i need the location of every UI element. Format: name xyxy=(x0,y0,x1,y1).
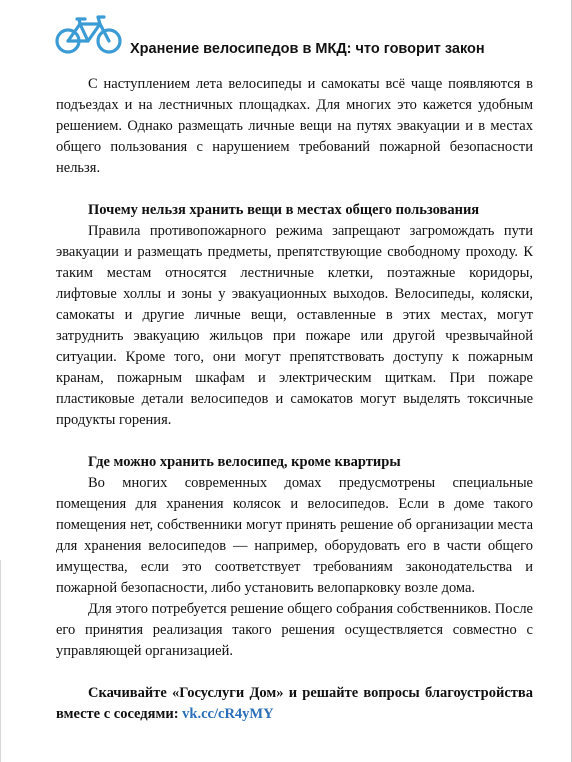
page-title: Хранение велосипедов в МКД: что говорит закон xyxy=(130,41,485,57)
section-paragraph-why: Правила противопожарного режима запрещают загромождать пути эвакуации и размещать предметы, препятствующие свободному проходу. К таким местам относятся лестничные клетки, поэтажные коридоры, лифтовые холлы и зоны у эвакуационных выходов. Велосипеды, коляски, самокаты и другие личные вещи, оставленные в этих местах, могут затруднить эвакуацию жильцов при пожаре или другой чрезвычайной ситуации. Кроме того, они могут препятствовать доступу к пожарным кранам, пожарным шкафам и электрическим щиткам. При пожаре пластиковые детали велосипедов и самокатов могут выделять токсичные продукты горения. xyxy=(56,223,533,428)
section-heading-why: Почему нельзя хранить вещи в местах общего пользования xyxy=(88,202,480,218)
page-edge-left xyxy=(0,560,1,762)
section-heading-where: Где можно хранить велосипед, кроме квартиры xyxy=(88,454,401,470)
cta-text: Скачивайте «Госуслуги Дом» и решайте вопросы благоустройства вместе с соседями: xyxy=(56,685,533,722)
intro-paragraph: С наступлением лета велосипеды и самокаты всё чаще появляются в подъездах и на лестничных площадках. Для многих это кажется удобным решением. Однако размещать личные вещи на путях эвакуации и в местах общего пользования с нарушением требований пожарной безопасности нельзя. xyxy=(56,76,533,176)
section-paragraph-where-1: Во многих современных домах предусмотрены специальные помещения для хранения колясок и велосипедов. Если в доме такого помещения нет, собственники могут принять решение об организации места для хранения велосипедов — например, оборудовать его в части общего имущества, если это соответствует требованиям законодательства и пожарной безопасности, либо установить велопарковку возле дома. xyxy=(56,475,533,596)
cta-link[interactable]: vk.cc/cR4yMY xyxy=(182,706,274,722)
section-paragraph-where-2: Для этого потребуется решение общего собрания собственников. После его принятия реализация такого решения осуществляется совместно с управляющей организацией. xyxy=(56,601,533,659)
document-body xyxy=(56,74,533,725)
call-to-action xyxy=(56,683,533,725)
bicycle-icon xyxy=(54,14,124,58)
document-header xyxy=(54,14,524,58)
